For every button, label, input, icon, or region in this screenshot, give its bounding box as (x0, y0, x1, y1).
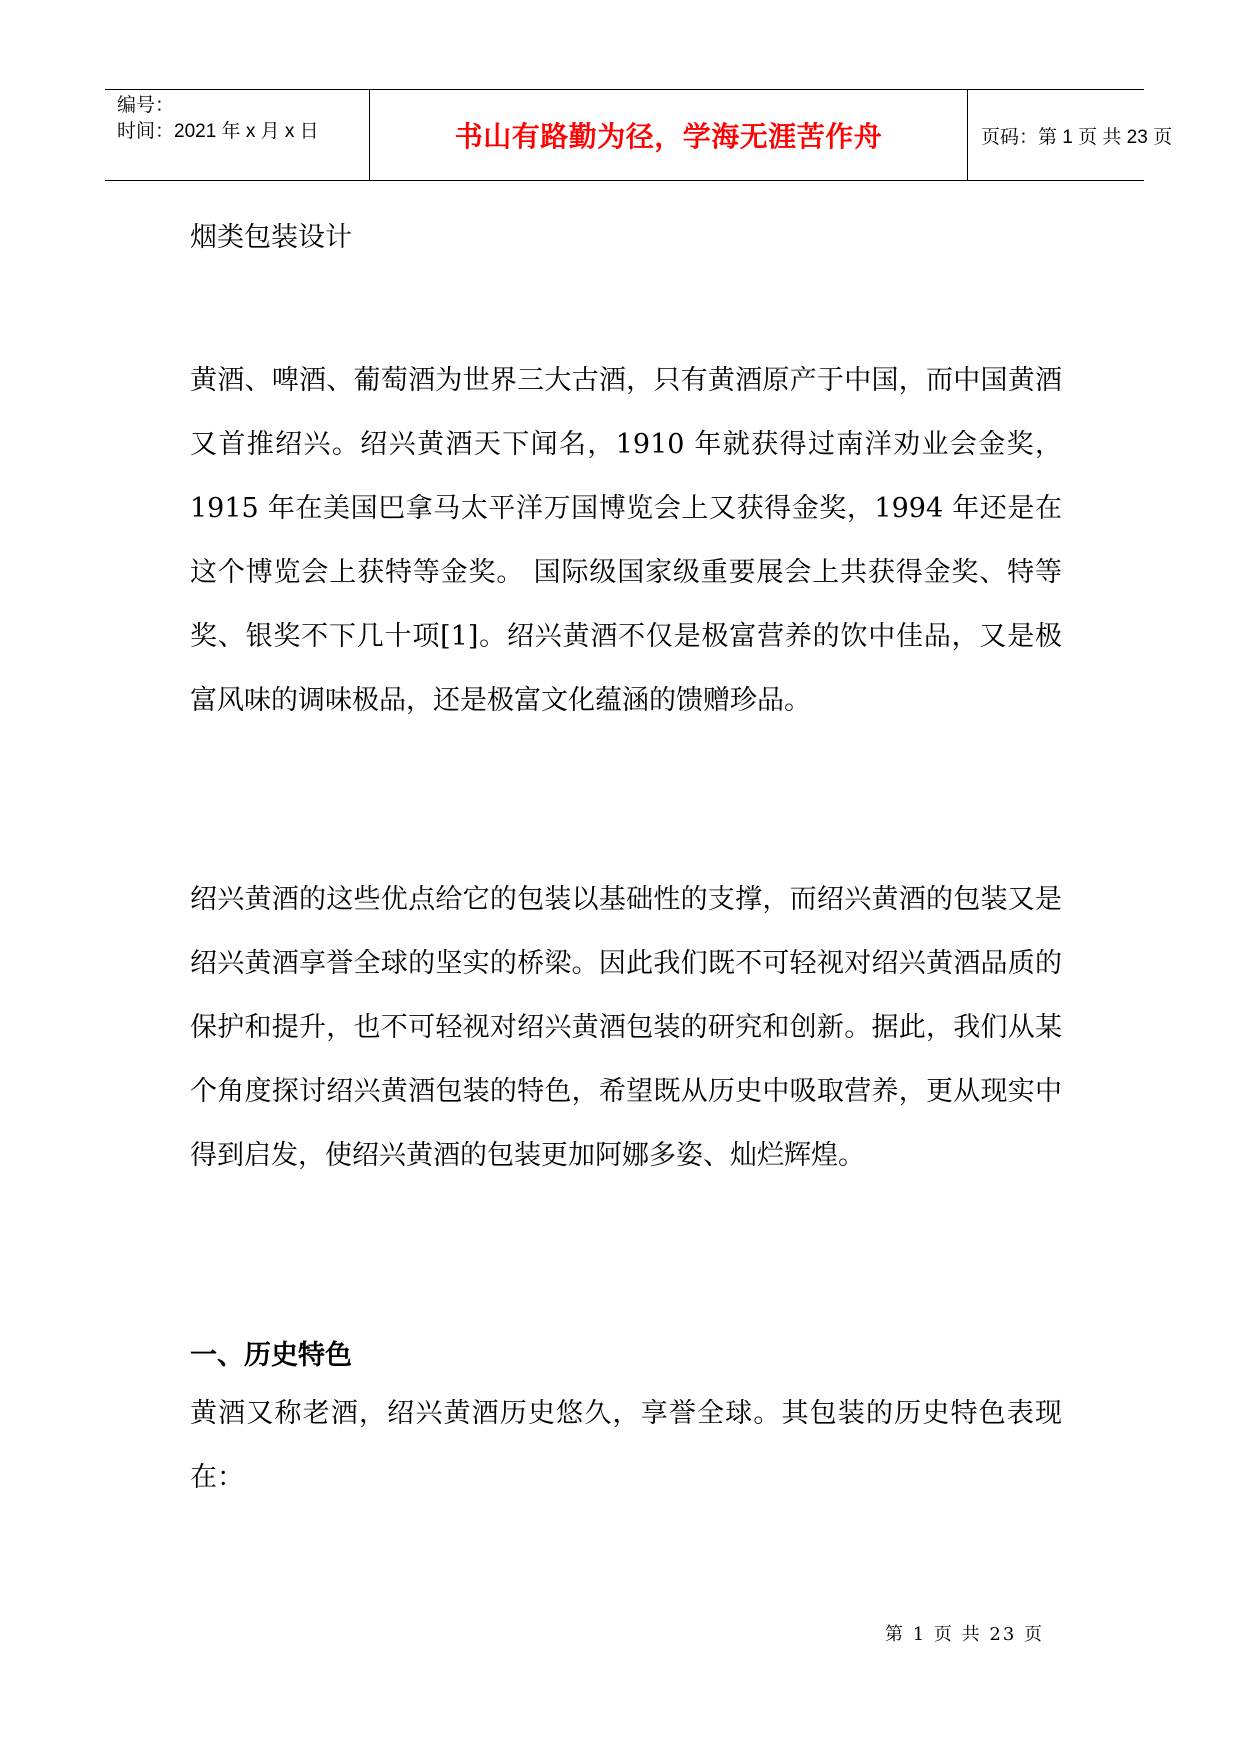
header-divider (967, 90, 968, 180)
number-label: 编号： (117, 95, 175, 116)
time-label: 时间：2021 年 x 月 x 日 (117, 121, 319, 142)
page-header (105, 89, 1173, 181)
header-meta (105, 90, 369, 180)
document-title: 烟类包装设计 (190, 222, 352, 253)
paragraph: 绍兴黄酒的这些优点给它的包装以基础性的支撑，而绍兴黄酒的包装又是绍兴黄酒享誉全球的坚实的桥梁。因此我们既不可轻视对绍兴黄酒品质的保护和提升，也不可轻视对绍兴黄酒包装的研究和创新。据此，我们从某个角度探讨绍兴黄酒包装的特色，希望既从历史中吸取营养，更从现实中得到启发，使绍兴黄酒的包装更加阿娜多姿、灿烂辉煌。 (190, 884, 1062, 1171)
paragraph: 黄酒、啤酒、葡萄酒为世界三大古酒，只有黄酒原产于中国，而中国黄酒又首推绍兴。绍兴黄酒天下闻名，1910 年就获得过南洋劝业会金奖，1915 年在美国巴拿马太平洋万国博览会上又获得金奖，1994 年还是在这个博览会上获特等金奖。 国际级国家级重要展会上共获得金奖、特等奖、银奖不下几十项[1]。绍兴黄酒不仅是极富营养的饮中佳品，又是极富风味的调味极品，还是极富文化蕴涵的馈赠珍品。 (190, 365, 1062, 716)
page-footer: 第 1 页 共 23 页 (885, 1624, 1044, 1645)
header-divider (369, 90, 370, 180)
paragraph: 黄酒又称老酒，绍兴黄酒历史悠久，享誉全球。其包装的历史特色表现在： (190, 1398, 1062, 1493)
header-page-label: 页码：第 1 页 共 23 页 (981, 126, 1173, 148)
section-heading: 一、历史特色 (190, 1340, 352, 1371)
header-motto: 书山有路勤为径，学海无涯苦作舟 (454, 120, 883, 153)
